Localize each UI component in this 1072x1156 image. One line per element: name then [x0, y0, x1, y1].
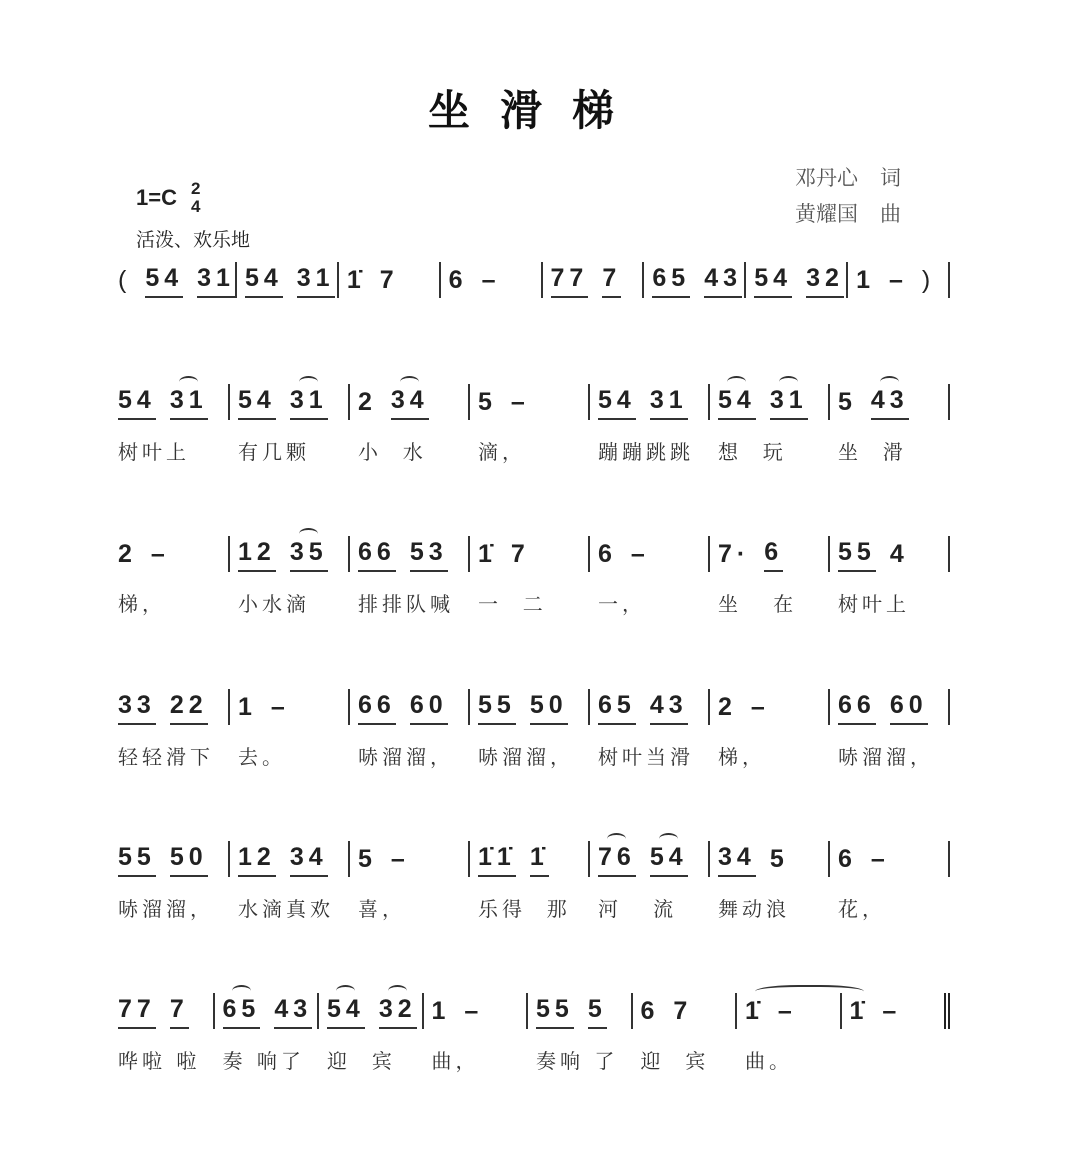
measure — [830, 536, 950, 616]
note-group: 54 — [754, 264, 792, 298]
note-group: 35 — [290, 538, 328, 572]
note-group: 55 — [118, 843, 156, 877]
lyric: 奏 响了 — [222, 1049, 305, 1073]
measure — [710, 841, 830, 921]
note-group: 54 — [245, 264, 283, 298]
lyric: 哗啦 啦 — [118, 1049, 201, 1073]
note-group: 6 — [448, 266, 468, 294]
measure-notes — [838, 536, 948, 572]
lyric: 曲， — [431, 1049, 480, 1073]
measure-notes — [551, 262, 643, 298]
sustain-dash: – — [882, 997, 902, 1025]
lyricist-role: 词 — [880, 166, 901, 190]
note-group: 43 — [650, 691, 688, 725]
note-group: 31 — [770, 386, 808, 420]
note-group: 1 — [238, 693, 257, 721]
note-group: 4 — [889, 540, 909, 568]
measure-notes — [449, 262, 541, 298]
lyric: 哧溜溜， — [118, 897, 214, 921]
lyric: 滴， — [478, 440, 526, 464]
measure-notes — [238, 384, 348, 420]
note-group: 77 — [118, 995, 156, 1029]
measure — [633, 993, 738, 1073]
time-signature-bottom: 4 — [190, 197, 201, 216]
sustain-dash: – — [870, 845, 890, 873]
measure-notes — [245, 262, 337, 298]
measure — [118, 993, 215, 1073]
measure — [230, 536, 350, 616]
note-group: 7 — [510, 540, 530, 568]
note-group: 5 — [358, 845, 377, 873]
note-group: 32 — [806, 264, 844, 298]
measure — [830, 689, 950, 769]
score-line — [118, 536, 950, 616]
measure — [470, 384, 590, 464]
measure — [441, 262, 543, 298]
measure-notes — [358, 536, 468, 572]
measure — [590, 841, 710, 921]
measure — [528, 993, 633, 1073]
note-group: 7 — [602, 264, 621, 298]
note-group: 2 — [118, 540, 137, 568]
score-line — [118, 841, 950, 921]
note-group: 53 — [410, 538, 448, 572]
lyric: 哧溜溜， — [358, 745, 454, 769]
note-group: 12 — [238, 843, 276, 877]
measure-notes — [118, 384, 228, 420]
measure-notes — [118, 262, 235, 298]
measure — [830, 841, 950, 921]
measure-notes — [652, 262, 744, 298]
measure-notes — [641, 993, 736, 1029]
measure — [350, 841, 470, 921]
key-signature — [136, 180, 200, 216]
note-group: 54 — [145, 264, 183, 298]
note-group: 54 — [118, 386, 156, 420]
note-group: 31 — [290, 386, 328, 420]
note-group: 55 — [838, 538, 876, 572]
note-group: 54 — [327, 995, 365, 1029]
note-group: 7 — [673, 997, 693, 1025]
parenthesis: ) — [921, 266, 936, 294]
measure-notes — [358, 689, 468, 725]
sustain-dash: – — [889, 266, 908, 294]
measure-row — [118, 384, 950, 464]
lyric: 坐 滑 — [838, 440, 907, 464]
lyric: 水滴真欢 — [238, 897, 334, 921]
sustain-dash: – — [750, 693, 770, 721]
lyric: 蹦蹦跳跳 — [598, 440, 694, 464]
measure-notes — [838, 689, 948, 725]
note-group: 34 — [718, 843, 756, 877]
note-group: 22 — [170, 691, 208, 725]
measure — [215, 993, 320, 1073]
measure — [470, 841, 590, 921]
lyricist-credit — [795, 160, 901, 196]
measure — [319, 993, 424, 1073]
note-group: 43 — [704, 264, 742, 298]
note-group: 54 — [718, 386, 756, 420]
note-group: 32 — [379, 995, 417, 1029]
lyric: 梯， — [718, 745, 766, 769]
sustain-dash: – — [390, 845, 410, 873]
measure-notes — [478, 384, 588, 420]
note-group: 66 — [358, 691, 396, 725]
measure — [746, 262, 848, 298]
note-group: 66 — [838, 691, 876, 725]
note-group: 60 — [410, 691, 448, 725]
measure-notes — [118, 536, 228, 572]
lyric: 树叶上 — [838, 592, 910, 616]
note-group: 33 — [118, 691, 156, 725]
lyric: 迎 宾 — [327, 1049, 396, 1073]
lyric: 轻轻滑下 — [118, 745, 214, 769]
measure — [118, 689, 230, 769]
note-group: 6 — [764, 538, 783, 572]
measure — [350, 536, 470, 616]
note-group: 7· — [718, 540, 751, 568]
lyric: 树叶上 — [118, 440, 190, 464]
measure-notes — [718, 536, 828, 572]
lyric: 迎 宾 — [640, 1049, 710, 1073]
measure — [118, 384, 230, 464]
lyric: 小 水 — [358, 440, 427, 464]
measure-notes — [838, 841, 948, 877]
note-group: 31 — [197, 264, 235, 298]
measure — [350, 689, 470, 769]
note-group: 1̇ — [346, 266, 366, 294]
note-group: 66 — [358, 538, 396, 572]
note-group: 6 — [838, 845, 857, 873]
measure-notes — [478, 689, 588, 725]
note-group: 12 — [238, 538, 276, 572]
note-group: 31 — [170, 386, 208, 420]
measure — [590, 689, 710, 769]
measure-notes — [347, 262, 439, 298]
measure-notes — [478, 841, 588, 877]
note-group: 1̇ — [478, 540, 497, 568]
note-group: 34 — [391, 386, 429, 420]
measure — [543, 262, 645, 298]
measure-notes — [432, 993, 527, 1029]
score-line — [118, 993, 950, 1073]
measure-notes — [358, 841, 468, 877]
note-group: 54 — [650, 843, 688, 877]
measure — [590, 384, 710, 464]
measure — [848, 262, 950, 298]
measure-notes — [118, 689, 228, 725]
measure — [710, 384, 830, 464]
lyric: 小水滴 — [238, 592, 310, 616]
measure — [710, 689, 830, 769]
lyric: 哧溜溜， — [478, 745, 574, 769]
note-group: 2 — [718, 693, 737, 721]
note-group: 1 — [431, 997, 451, 1025]
sustain-dash: – — [481, 266, 501, 294]
score-line — [118, 689, 950, 769]
measure-notes — [223, 993, 318, 1029]
note-group: 1̇ — [745, 997, 764, 1025]
parenthesis: ( — [118, 266, 132, 294]
measure-notes — [238, 689, 348, 725]
note-group: 5 — [838, 388, 857, 416]
measure-notes — [838, 384, 948, 420]
measure-notes — [536, 993, 631, 1029]
note-group: 2 — [358, 388, 377, 416]
lyric: 舞动浪 — [718, 897, 790, 921]
measure — [470, 689, 590, 769]
lyric: 有几颗 — [238, 440, 310, 464]
lyric: 一， — [598, 592, 646, 616]
measure-row — [118, 536, 950, 616]
note-group: 6 — [640, 997, 660, 1025]
lyric: 树叶当滑 — [598, 745, 694, 769]
measure — [237, 262, 339, 298]
time-signature — [191, 180, 200, 216]
note-group: 7 — [170, 995, 189, 1029]
score-line — [118, 262, 950, 298]
measure-notes — [856, 262, 948, 298]
note-group: 60 — [890, 691, 928, 725]
note-group: 5 — [769, 845, 789, 873]
time-signature-top: 2 — [190, 179, 201, 198]
note-group: 5 — [478, 388, 497, 416]
note-group: 43 — [871, 386, 909, 420]
tie-arc — [755, 985, 864, 1001]
note-group: 34 — [290, 843, 328, 877]
measure — [590, 536, 710, 616]
key-label: 1=C — [136, 185, 177, 210]
lyric: 乐得 那 — [478, 897, 571, 921]
measure-row — [118, 689, 950, 769]
sustain-dash: – — [777, 997, 797, 1025]
note-group: 43 — [274, 995, 312, 1029]
sustain-dash: – — [270, 693, 290, 721]
note-group: 50 — [530, 691, 568, 725]
measure — [424, 993, 529, 1073]
measure-notes — [118, 841, 228, 877]
composer-credit — [795, 196, 901, 232]
credits — [795, 160, 901, 232]
measure-notes — [718, 384, 828, 420]
lyric: 河 流 — [598, 897, 678, 921]
sustain-dash: – — [150, 540, 170, 568]
measure-notes — [598, 384, 708, 420]
measure — [118, 841, 230, 921]
note-group: 6 — [598, 540, 617, 568]
measure — [118, 536, 230, 616]
note-group: 1̇ — [530, 843, 549, 877]
note-group: 65 — [652, 264, 690, 298]
sustain-dash: – — [464, 997, 484, 1025]
measure — [230, 841, 350, 921]
measure-notes — [478, 536, 588, 572]
score-line — [118, 384, 950, 464]
lyric: 排排队喊 — [358, 592, 454, 616]
measure-notes — [754, 262, 846, 298]
lyric: 想 玩 — [718, 440, 787, 464]
measure — [350, 384, 470, 464]
tempo-marking: 活泼、欢乐地 — [136, 229, 251, 251]
measure-notes — [598, 536, 708, 572]
measure-notes — [718, 689, 828, 725]
note-group: 54 — [598, 386, 636, 420]
lyric: 一 二 — [478, 592, 547, 616]
measure — [230, 689, 350, 769]
note-group: 65 — [598, 691, 636, 725]
measure — [644, 262, 746, 298]
note-group: 55 — [536, 995, 574, 1029]
note-group: 50 — [170, 843, 208, 877]
measure-notes — [238, 536, 348, 572]
note-group: 76 — [598, 843, 636, 877]
measure-notes — [718, 841, 828, 877]
note-group: 1̇1̇ — [478, 843, 516, 877]
measure-notes — [327, 993, 422, 1029]
lyric: 奏响 了 — [536, 1049, 619, 1073]
song-title: 坐滑梯 — [427, 86, 644, 135]
note-group: 1̇ — [849, 997, 869, 1025]
measure — [830, 384, 950, 464]
lyric: 喜， — [358, 897, 406, 921]
measure-row — [118, 262, 950, 298]
note-group: 7 — [379, 266, 399, 294]
measure — [230, 384, 350, 464]
composer-role: 曲 — [880, 202, 901, 226]
lyric: 梯， — [118, 592, 166, 616]
lyric: 曲。 — [745, 1049, 793, 1073]
note-group: 31 — [297, 264, 335, 298]
sustain-dash: – — [630, 540, 650, 568]
note-group: 5 — [588, 995, 607, 1029]
measure-notes — [598, 689, 708, 725]
measure-notes — [358, 384, 468, 420]
measure-row — [118, 841, 950, 921]
measure-notes — [118, 993, 213, 1029]
measure — [470, 536, 590, 616]
lyric: 去。 — [238, 745, 286, 769]
note-group: 65 — [223, 995, 261, 1029]
measure — [339, 262, 441, 298]
lyric: 花， — [838, 897, 886, 921]
note-group: 1 — [856, 266, 876, 294]
note-group: 77 — [551, 264, 589, 298]
measure — [710, 536, 830, 616]
note-group: 55 — [478, 691, 516, 725]
measure-notes — [598, 841, 708, 877]
lyric: 坐 在 — [718, 592, 798, 616]
note-group: 54 — [238, 386, 276, 420]
note-group: 31 — [650, 386, 688, 420]
lyric: 哧溜溜， — [838, 745, 934, 769]
composer-name: 黄耀国 — [795, 202, 858, 226]
lyricist-name: 邓丹心 — [795, 166, 858, 190]
measure-notes — [238, 841, 348, 877]
measure — [118, 262, 237, 298]
sustain-dash: – — [510, 388, 530, 416]
